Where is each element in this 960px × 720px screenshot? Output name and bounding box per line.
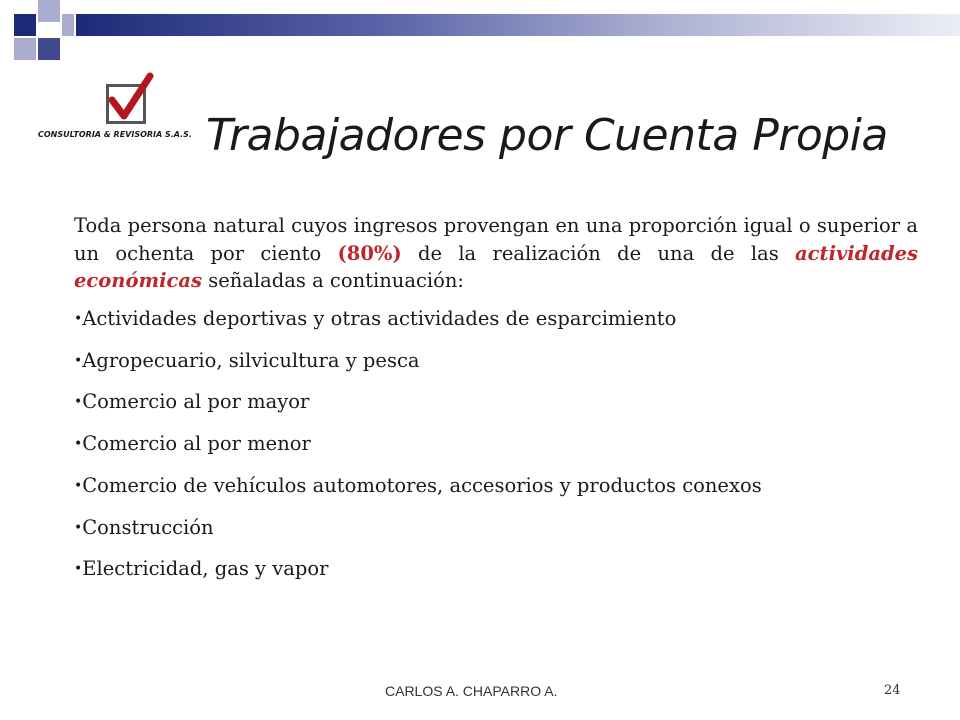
bullet-icon: •	[74, 311, 83, 328]
checkmark-icon	[98, 72, 158, 132]
bullet-icon: •	[74, 436, 83, 453]
list-item	[74, 514, 918, 542]
list-item-text: Agropecuario, silvicultura y pesca	[82, 348, 420, 372]
list-item-text: Construcción	[82, 515, 214, 539]
header-gradient-bar	[76, 14, 960, 36]
page-number: 24	[884, 683, 901, 698]
list-item	[74, 555, 918, 583]
list-item-text: Electricidad, gas y vapor	[82, 557, 329, 581]
bullet-icon: •	[74, 477, 83, 494]
intro-text-2: de la realización de una de las	[401, 241, 796, 265]
list-item-text: Comercio al por mayor	[82, 390, 310, 414]
list-item-text: Actividades deportivas y otras actividades de esparcimiento	[82, 307, 677, 331]
bullet-icon: •	[74, 519, 83, 536]
list-item-text: Comercio de vehículos automotores, accesorios y productos conexos	[82, 473, 762, 497]
intro-text-3: señaladas a continuación:	[202, 269, 464, 293]
bullet-icon: •	[74, 352, 83, 369]
list-item	[74, 347, 918, 375]
slide-content	[74, 212, 918, 597]
list-item	[74, 305, 918, 333]
list-item	[74, 430, 918, 458]
list-item	[74, 388, 918, 416]
intro-percent: (80%)	[337, 241, 402, 265]
list-item-text: Comercio al por menor	[82, 432, 311, 456]
company-logo	[38, 72, 213, 152]
intro-highlight: actividades económicas	[74, 241, 918, 293]
intro-paragraph	[74, 212, 918, 295]
bullet-icon: •	[74, 394, 83, 411]
bullet-icon: •	[74, 561, 83, 578]
list-item	[74, 472, 918, 500]
intro-text-1: Toda persona natural cuyos ingresos provengan en una proporción igual o superior a un ochenta por ciento	[74, 214, 918, 265]
logo-company-name: CONSULTORIA & REVISORIA S.A.S.	[38, 130, 192, 139]
slide-title: Trabajadores por Cuenta Propia	[206, 110, 888, 161]
footer-author: CARLOS A. CHAPARRO A.	[385, 683, 558, 699]
activity-list	[74, 305, 918, 583]
